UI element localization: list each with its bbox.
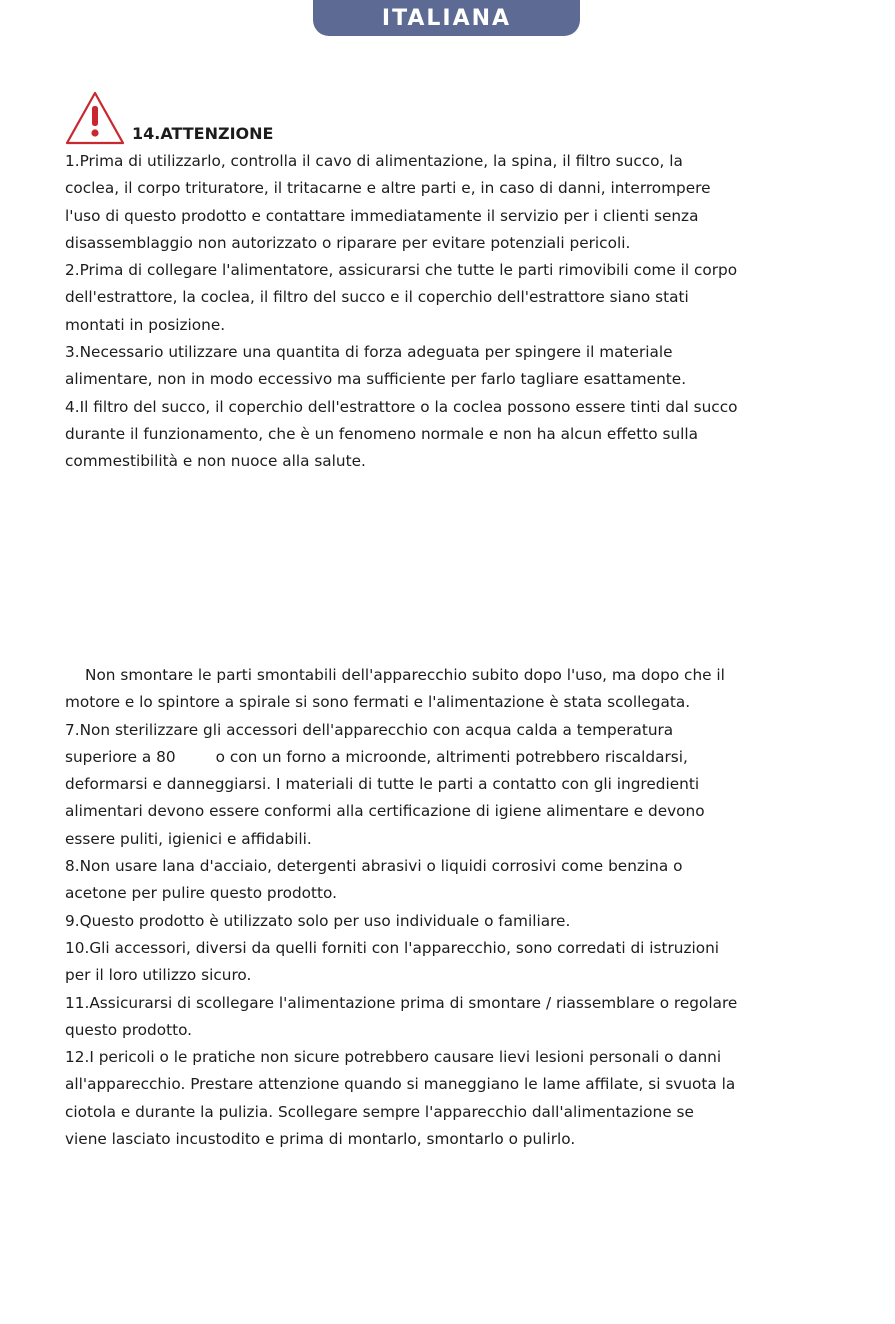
warnings-section-1 (65, 148, 840, 476)
text-line: all'apparecchio. Prestare attenzione quando si maneggiano le lame affilate, si svuota la (65, 1075, 736, 1094)
language-tab (313, 0, 580, 36)
text-line: 8.Non usare lana d'acciaio, detergenti abrasivi o liquidi corrosivi come benzina o (65, 857, 683, 876)
text-line: 12.I pericoli o le pratiche non sicure potrebbero causare lievi lesioni personali o danni (65, 1048, 722, 1067)
text-line: durante il funzionamento, che è un fenomeno normale e non ha alcun effetto sulla (65, 424, 699, 443)
text-line: acetone per pulire questo prodotto. (65, 884, 337, 903)
text-line: 7.Non sterilizzare gli accessori dell'apparecchio con acqua calda a temperatura (65, 720, 674, 739)
language-tab-label: ITALIANA (381, 5, 512, 31)
text-fragment: o con un forno a microonde, altrimenti potrebbero riscaldarsi, (215, 747, 688, 766)
text-line: alimentare, non in modo eccessivo ma sufficiente per farlo tagliare esattamente. (65, 370, 687, 389)
text-line: 1.Prima di utilizzarlo, controlla il cavo di alimentazione, la spina, il filtro succo, la (65, 152, 683, 170)
text-line: deformarsi e danneggiarsi. I materiali di tutte le parti a contatto con gli ingredienti (65, 775, 700, 794)
warning-heading: 14.ATTENZIONE (132, 124, 274, 143)
text-line: commestibilità e non nuoce alla salute. (65, 452, 366, 471)
text-line: per il loro utilizzo sicuro. (65, 966, 252, 985)
warning-triangle-icon (64, 90, 126, 146)
text-line: Non smontare le parti smontabili dell'apparecchio subito dopo l'uso, ma dopo che il (85, 666, 725, 684)
text-line (65, 744, 840, 771)
text-line: alimentari devono essere conformi alla certificazione di igiene alimentare e devono (65, 802, 705, 821)
text-line: viene lasciato incustodito e prima di montarlo, smontarlo o pulirlo. (65, 1130, 576, 1149)
text-line: 10.Gli accessori, diversi da quelli forniti con l'apparecchio, sono corredati di istruzioni (65, 938, 720, 957)
text-line: ciotola e durante la pulizia. Scollegare sempre l'apparecchio dall'alimentazione se (65, 1102, 694, 1121)
text-line: questo prodotto. (65, 1020, 193, 1039)
warnings-section-2 (65, 662, 840, 1153)
text-line: motore e lo spintore a spirale si sono fermati e l'alimentazione è stata scollegata. (65, 693, 691, 712)
text-line: 11.Assicurarsi di scollegare l'alimentazione prima di smontare / riassemblare o regolare (65, 993, 738, 1012)
text-line: essere puliti, igienici e affidabili. (65, 829, 312, 848)
text-line: disassemblaggio non autorizzato o riparare per evitare potenziali pericoli. (65, 233, 631, 252)
text-line: l'uso di questo prodotto e contattare immediatamente il servizio per i clienti senza (65, 206, 699, 225)
text-line: montati in posizione. (65, 315, 226, 334)
text-line: 3.Necessario utilizzare una quantita di forza adeguata per spingere il materiale (65, 343, 673, 362)
text-line: 4.Il filtro del succo, il coperchio dell'estrattore o la coclea possono essere tinti dal succo (65, 397, 738, 416)
text-fragment: superiore a 80 (65, 747, 176, 766)
text-line: 2.Prima di collegare l'alimentatore, assicurarsi che tutte le parti rimovibili come il corpo (65, 261, 738, 280)
text-line: 9.Questo prodotto è utilizzato solo per uso individuale o familiare. (65, 911, 571, 930)
text-line: coclea, il corpo trituratore, il tritacarne e altre parti e, in caso di danni, interrompere (65, 179, 711, 198)
text-line: dell'estrattore, la coclea, il filtro del succo e il coperchio dell'estrattore siano stati (65, 288, 689, 307)
